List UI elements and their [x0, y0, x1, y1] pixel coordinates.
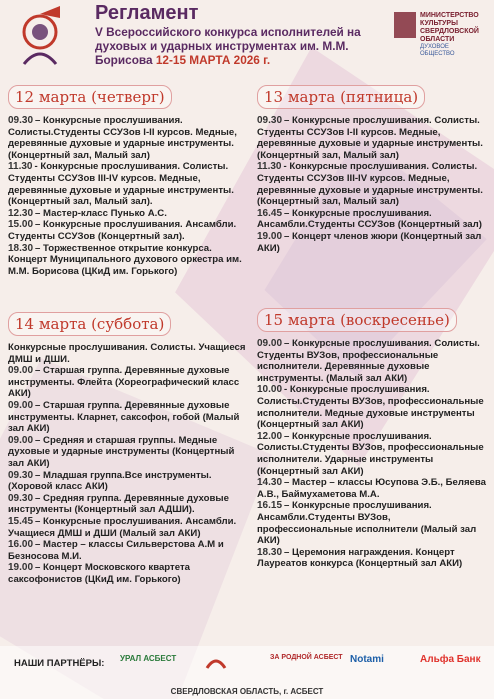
schedule-time: 19.00	[257, 230, 283, 242]
schedule-time: 12.30	[8, 207, 34, 219]
partner-logo-emblem	[205, 654, 227, 674]
schedule-text: – Младшая группа.Все инструменты. (Хоровой класс АКИ)	[8, 469, 212, 493]
schedule-text: – Мастер-класс Пунько А.С.	[35, 207, 167, 219]
schedule-text: – Конкурсные прослушивания. Солисты. Студенты ССУЗов I-II курсов. Медные, деревянные духовые и ударные инструменты. (Концертный зал, Малый зал)	[257, 115, 483, 161]
schedule-item	[8, 208, 248, 220]
schedule-time: 09.30	[257, 115, 283, 126]
schedule-text: – Конкурсные прослушивания. Солисты.Студенты ВУЗов, профессиональные исполнители. Ударные инструменты (Концертный зал АКИ)	[257, 430, 484, 477]
schedule-text: – Старшая группа. Деревянные духовые инструменты. Кларнет, саксофон, гобой (Малый зал АКИ)	[8, 399, 240, 435]
schedule-text: – Конкурсные прослушивания. Ансамбли. Студенты ССУЗов (Концертный зал).	[8, 219, 237, 242]
schedule-text: – Конкурсные прослушивания. Солисты.Студенты ССУЗов I-II курсов. Медные, деревянные духовые и ударные инструменты. (Концертный зал, Малый зал)	[8, 115, 237, 161]
schedule-text: - Конкурсные прослушивания. Солисты. Студенты ССУЗов III-IV курсов. Медные, деревянные духовые и ударные инструменты. (Концертный зал, Малый зал).	[8, 161, 234, 208]
schedule-time: 16.15	[257, 500, 283, 512]
schedule-time: 09.00	[8, 434, 34, 446]
partners-label: НАШИ ПАРТНЁРЫ:	[14, 658, 105, 669]
partner-logo-rodnoy-asbest: ЗА РОДНОЙ АСБЕСТ	[270, 654, 343, 661]
schedule-item	[8, 365, 248, 400]
schedule-time: 09.30	[8, 115, 34, 126]
day-block-12	[8, 85, 248, 277]
schedule-item	[257, 477, 487, 500]
schedule-time: 15.45	[8, 515, 34, 527]
schedule-item	[8, 342, 248, 365]
schedule-item	[8, 470, 248, 493]
ministry-label: МИНИСТЕРСТВО КУЛЬТУРЫ СВЕРДЛОВСКОЙ ОБЛАСТИ	[420, 12, 479, 43]
schedule-item	[8, 516, 248, 539]
day-title: 13 марта (пятница)	[257, 85, 425, 109]
schedule-text: – Мастер – классы Юсупова Э.Б., Беляева А.В., Баймухаметова М.А.	[257, 477, 486, 500]
society-label: ДУХОВОЕ ОБЩЕСТВО	[420, 44, 455, 57]
schedule-item	[257, 384, 487, 430]
day-title: 12 марта (четверг)	[8, 85, 172, 109]
schedule-item	[8, 115, 248, 161]
schedule-text: – Конкурсные прослушивания. Ансамбли.Студенты ССУЗов (Концертный зал)	[257, 207, 482, 231]
schedule-time: 09.30	[8, 469, 34, 481]
schedule-item	[8, 539, 248, 562]
schedule-time: 18.30	[8, 242, 34, 254]
subtitle-text: V Всероссийского конкурса исполнителей на духовых и ударных инструментах им. М.М. Борисова	[95, 25, 361, 67]
partner-logo-ural-asbest: УРАЛ АСБЕСТ	[120, 654, 177, 663]
schedule-item	[8, 243, 248, 278]
schedule-text: – Концерт членов жюри (Концертный зал АКИ)	[257, 230, 482, 254]
schedule-text: – Конкурсные прослушивания. Солисты. Студенты ВУЗов, профессиональные исполнители. Деревянные духовые инструменты. (Малый зал АКИ)	[257, 338, 480, 384]
schedule-item	[257, 338, 487, 384]
schedule-item	[257, 161, 487, 207]
page-title: Регламент	[95, 2, 199, 24]
schedule-time: 09.00	[8, 399, 34, 411]
schedule-time: 16.45	[257, 207, 283, 219]
schedule-item	[257, 115, 487, 161]
schedule-text: – Мастер – классы Сильверстова А.М и Безносова М.И.	[8, 539, 224, 562]
page-subtitle	[95, 25, 385, 67]
schedule-text: – Конкурсные прослушивания. Ансамбли. Учащиеся ДМШ и ДШИ (Малый зал АКИ)	[8, 515, 237, 539]
schedule-time: 15.00	[8, 219, 34, 231]
schedule-text: - Конкурсные прослушивания. Солисты. Студенты ССУЗов III-IV курсов. Медные, деревянные духовые и ударные инструменты. (Концертный зал, Малый зал)	[257, 161, 483, 208]
schedule-item	[257, 500, 487, 546]
day-title: 14 марта (суббота)	[8, 312, 171, 336]
schedule-item	[8, 400, 248, 435]
schedule-time: 11.30	[8, 161, 33, 173]
schedule-time: 12.00	[257, 430, 283, 442]
schedule-text: – Старшая группа. Деревянные духовые инструменты. Флейта (Хореографический класс АКИ)	[8, 365, 240, 400]
header	[0, 0, 494, 82]
footer-location: СВЕРДЛОВСКАЯ ОБЛАСТЬ, г. АСБЕСТ	[170, 687, 324, 696]
schedule-text: – Средняя группа. Деревянные духовые инструменты (Концертный зал АДШИ).	[8, 492, 229, 516]
day-block-15	[257, 308, 487, 570]
schedule-item	[257, 231, 487, 254]
schedule-text: – Торжественное открытие конкурса. Концерт Муниципального духового оркестра им. М.М. Борисова (ЦКиД им. Горького)	[8, 242, 242, 277]
schedule-time: 09.00	[257, 338, 283, 349]
day-block-13	[257, 85, 487, 254]
event-dates: 12-15 МАРТА 2026 г.	[155, 53, 271, 67]
schedule-item	[8, 562, 248, 585]
sponsor-block	[392, 4, 488, 76]
schedule-item	[8, 435, 248, 470]
schedule-time: 11.30	[257, 161, 282, 173]
schedule-time: 09.00	[8, 365, 34, 377]
schedule-time: 16.00	[8, 539, 34, 551]
schedule-item	[257, 208, 487, 231]
schedule-time: 14.30	[257, 477, 283, 489]
schedule-item	[8, 219, 248, 242]
schedule-time: 09.30	[8, 492, 34, 504]
schedule-text: Конкурсные прослушивания. Солисты. Учащиеся ДМШ и ДШИ.	[8, 342, 246, 365]
schedule-time: 18.30	[257, 546, 283, 558]
day-title: 15 марта (воскресенье)	[257, 308, 457, 332]
schedule-text: – Конкурсные прослушивания. Ансамбли.Студенты ВУЗов, профессиональные исполнители (Малый зал АКИ)	[257, 500, 477, 547]
schedule-text: – Концерт Московского квартета саксофонистов (ЦКиД им. Горького)	[8, 562, 190, 585]
competition-logo	[10, 4, 74, 74]
schedule-item	[8, 493, 248, 516]
schedule-item	[257, 547, 487, 570]
schedule-time: 10.00	[257, 384, 283, 396]
schedule-item	[8, 161, 248, 207]
schedule-time: 19.00	[8, 562, 34, 574]
ministry-emblem-icon	[392, 10, 418, 40]
partner-logo-alfa-bank: Альфа Банк	[420, 654, 481, 665]
schedule-text: – Церемония награждения. Концерт Лауреатов конкурса (Концертный зал АКИ)	[257, 546, 463, 570]
partner-logo-notami: Notami	[350, 654, 384, 665]
schedule-text: - Конкурсные прослушивания. Солисты.Студенты ВУЗов, профессиональные исполнители. Медные духовые инструменты (Концертный зал АКИ)	[257, 384, 484, 431]
schedule-text: – Средняя и старшая группы. Медные духовые и ударные инструменты (Концертный зал АКИ)	[8, 434, 235, 469]
schedule-item	[257, 431, 487, 477]
day-block-14	[8, 312, 248, 585]
